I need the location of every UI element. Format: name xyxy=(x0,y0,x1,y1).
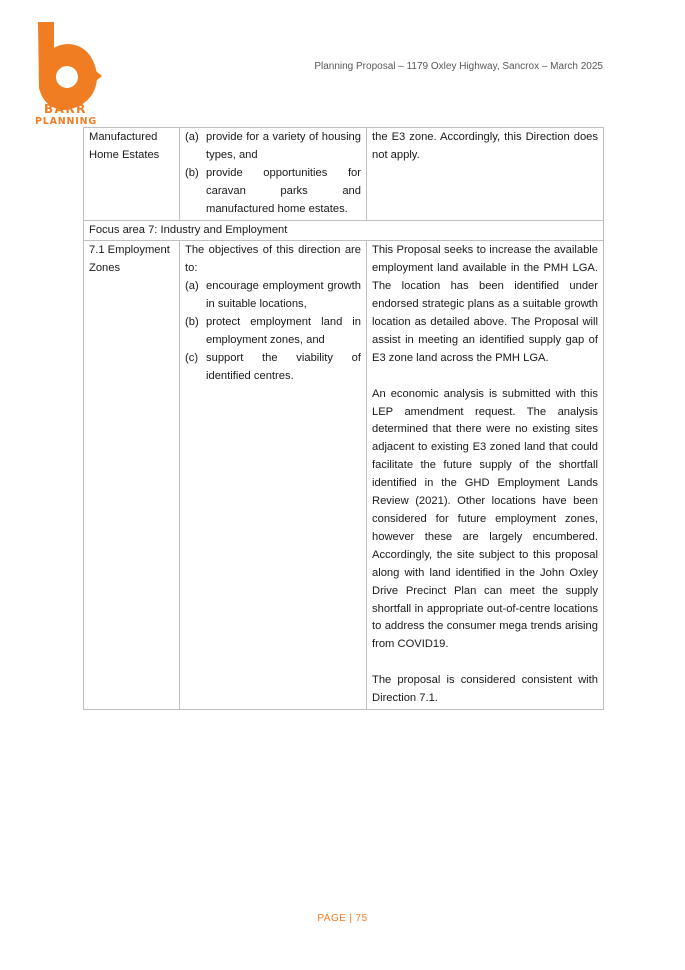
direction-name: Manufactured Home Estates xyxy=(89,131,160,161)
direction-name-cell xyxy=(84,241,180,710)
direction-name: 7.1 Employment Zones xyxy=(89,244,170,275)
page-label: PAGE xyxy=(317,913,347,924)
objectives-list xyxy=(185,129,361,219)
paragraph-spacer xyxy=(372,654,598,672)
logo-wordmark-barr: BARR xyxy=(44,102,87,116)
table-row-manufactured-home-estates xyxy=(84,128,604,221)
focus-area-heading: Focus area 7: Industry and Employment xyxy=(84,220,604,241)
objectives-cell xyxy=(180,128,367,221)
response-cell xyxy=(367,241,604,710)
table-row-employment-zones xyxy=(84,241,604,710)
objective-item: (b) provide opportunities for caravan parks and manufactured home estates. xyxy=(185,166,361,215)
response-paragraph-1: This Proposal seeks to increase the available employment land available in the PMH LGA. The location has been identified under endorsed strategic plans as a suitable growth location as detailed above. The Proposal will assist in meeting an identified supply gap of E3 zone land across the PMH LGA. xyxy=(372,244,598,364)
page-number xyxy=(0,913,685,924)
page-separator: | xyxy=(349,913,353,924)
direction-name-cell xyxy=(84,128,180,221)
objective-item: (b) protect employment land in employment zones, and xyxy=(185,316,361,346)
directions-table xyxy=(83,127,604,710)
document-header-title: Planning Proposal – 1179 Oxley Highway, Sancrox – March 2025 xyxy=(314,61,603,72)
objective-item: (a) provide for a variety of housing types, and xyxy=(185,131,361,161)
page-number-value: 75 xyxy=(355,913,368,924)
response-text: the E3 zone. Accordingly, this Direction does not apply. xyxy=(372,131,598,161)
logo-wordmark-planning: PLANNING xyxy=(35,116,97,127)
table-row-focus-area xyxy=(84,220,604,241)
objectives-cell xyxy=(180,241,367,710)
objectives-list xyxy=(185,278,361,385)
objective-item: (c) support the viability of identified centres. xyxy=(185,351,361,382)
objectives-intro: The objectives of this direction are to: xyxy=(185,244,361,275)
paragraph-spacer xyxy=(372,368,598,386)
response-paragraph-2: An economic analysis is submitted with this LEP amendment request. The analysis determined that there were no existing sites adjacent to existing E3 zoned land that could facilitate the future supply of the shortfall identified in the GHD Employment Lands Review (2021). Other locations have been considered for future employment zones, however these are largely encumbered. Accordingly, the site subject to this proposal along with land identified in the John Oxley Drive Precinct Plan can meet the supply shortfall in appropriate out-of-centre locations to address the consumer mega trends arising from COVID19. xyxy=(372,387,598,651)
response-cell xyxy=(367,128,604,221)
response-paragraph-3: The proposal is considered consistent with Direction 7.1. xyxy=(372,674,598,705)
objective-item: (a) encourage employment growth in suitable locations, xyxy=(185,280,361,311)
